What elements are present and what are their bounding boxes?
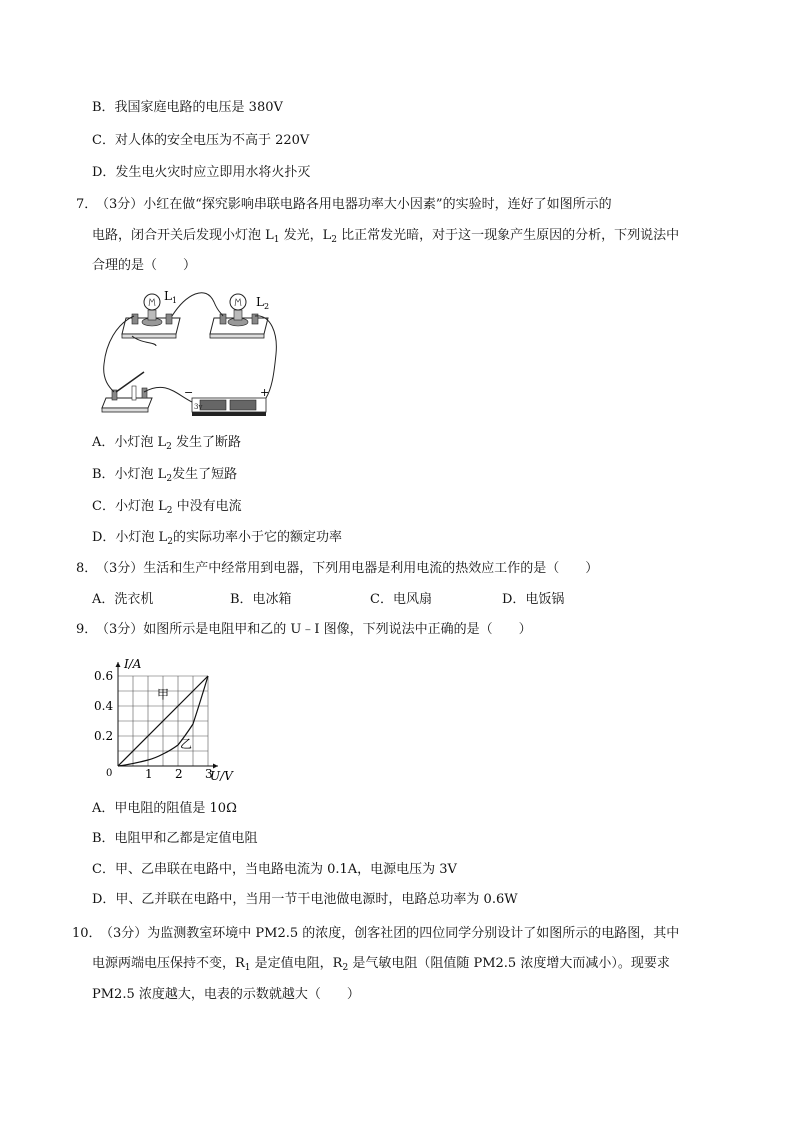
q6-option-c: C．对人体的安全电压为不高于 220V xyxy=(92,133,310,148)
label-l1: $L_1$ xyxy=(164,289,178,305)
x-tick-label: 1 xyxy=(145,767,153,781)
q10-stem-line2: 电源两端电压保持不变，$R_1$ 是定值电阻，$R_2$ 是气敏电阻（阻值随 PM2.5 浓度增大而减小）。现要求 xyxy=(92,956,670,973)
q6-option-b: B．我国家庭电路的电压是 380V xyxy=(92,100,283,115)
q7-number: 7． xyxy=(76,197,98,212)
x-tick-label: 2 xyxy=(175,767,183,781)
q8-option-b: B．电冰箱 xyxy=(230,592,292,607)
y-tick-label: 0.4 xyxy=(94,699,114,713)
q7-option-b: B．小灯泡 $L_2$发生了短路 xyxy=(92,467,238,484)
q8-option-d: D．电饭锅 xyxy=(502,592,565,607)
q8-options xyxy=(92,591,564,609)
q8-number: 8． xyxy=(76,561,98,576)
series-circuit-figure xyxy=(96,284,286,420)
y-axis-label: I/A xyxy=(124,657,142,671)
q9-option-d: D．甲、乙并联在电路中，当用一节干电池做电源时，电路总功率为 0.6W xyxy=(92,892,518,907)
q7-stem-line3: 合理的是（ ） xyxy=(92,258,197,273)
x-axis-arrow xyxy=(213,764,218,769)
x-axis-label: U/V xyxy=(210,769,233,783)
battery-plus-label: + xyxy=(260,386,270,399)
y-axis-arrow xyxy=(116,662,121,667)
q9-number: 9． xyxy=(76,622,98,637)
q10-stem-line1: （3分）为监测教室环境中 PM2.5 的浓度，创客社团的四位同学分别设计了如图所示的电路图，其中 xyxy=(100,926,680,941)
q8-option-a: A．洗衣机 xyxy=(92,592,154,607)
y-tick-label: 0.2 xyxy=(94,729,114,743)
q7-option-a: A．小灯泡 $L_2$ 发生了断路 xyxy=(92,435,242,452)
series-label-jia: 甲 xyxy=(157,687,170,702)
q9-option-c: C．甲、乙串联在电路中，当电路电流为 0.1A，电源电压为 3V xyxy=(92,862,457,877)
battery-minus-label: − xyxy=(184,386,194,399)
q7-stem-line1: （3分）小红在做“探究影响串联电路各用电器功率大小因素”的实验时，连好了如图所示的 xyxy=(96,197,612,212)
q9-option-a: A．甲电阻的阻值是 10Ω xyxy=(92,801,237,816)
q7-stem-line2: 电路，闭合开关后发现小灯泡 $L_1$ 发光，$L_2$ 比正常发光暗，对于这一现象产生原因的分析，下列说法中 xyxy=(92,228,680,245)
q6-option-d: D．发生电火灾时应立即用水将火扑灭 xyxy=(92,165,311,180)
q10-stem-line3: PM2.5 浓度越大，电表的示数就越大（ ） xyxy=(92,987,360,1002)
q10-number: 10． xyxy=(72,926,102,941)
u-i-graph xyxy=(94,650,254,786)
x-tick-label: 0 xyxy=(106,768,113,779)
q7-option-c: C．小灯泡 $L_2$ 中没有电流 xyxy=(92,499,242,516)
x-tick-label: 3 xyxy=(205,767,213,781)
q8-option-c: C．电风扇 xyxy=(370,592,432,607)
y-tick-label: 0.6 xyxy=(94,669,114,683)
label-l2: $L_2$ xyxy=(256,295,270,311)
battery xyxy=(184,386,269,416)
q8-stem: （3分）生活和生产中经常用到电器，下列用电器是利用电流的热效应工作的是（ ） xyxy=(96,561,599,576)
q7-option-d: D．小灯泡 $L_2$的实际功率小于它的额定功率 xyxy=(92,530,342,547)
series-label-yi: 乙 xyxy=(180,737,193,751)
q9-option-b: B．电阻甲和乙都是定值电阻 xyxy=(92,831,258,846)
svg-text:3v: 3v xyxy=(194,403,203,411)
q9-stem: （3分）如图所示是电阻甲和乙的 U﹣I 图像，下列说法中正确的是（ ） xyxy=(96,622,532,637)
